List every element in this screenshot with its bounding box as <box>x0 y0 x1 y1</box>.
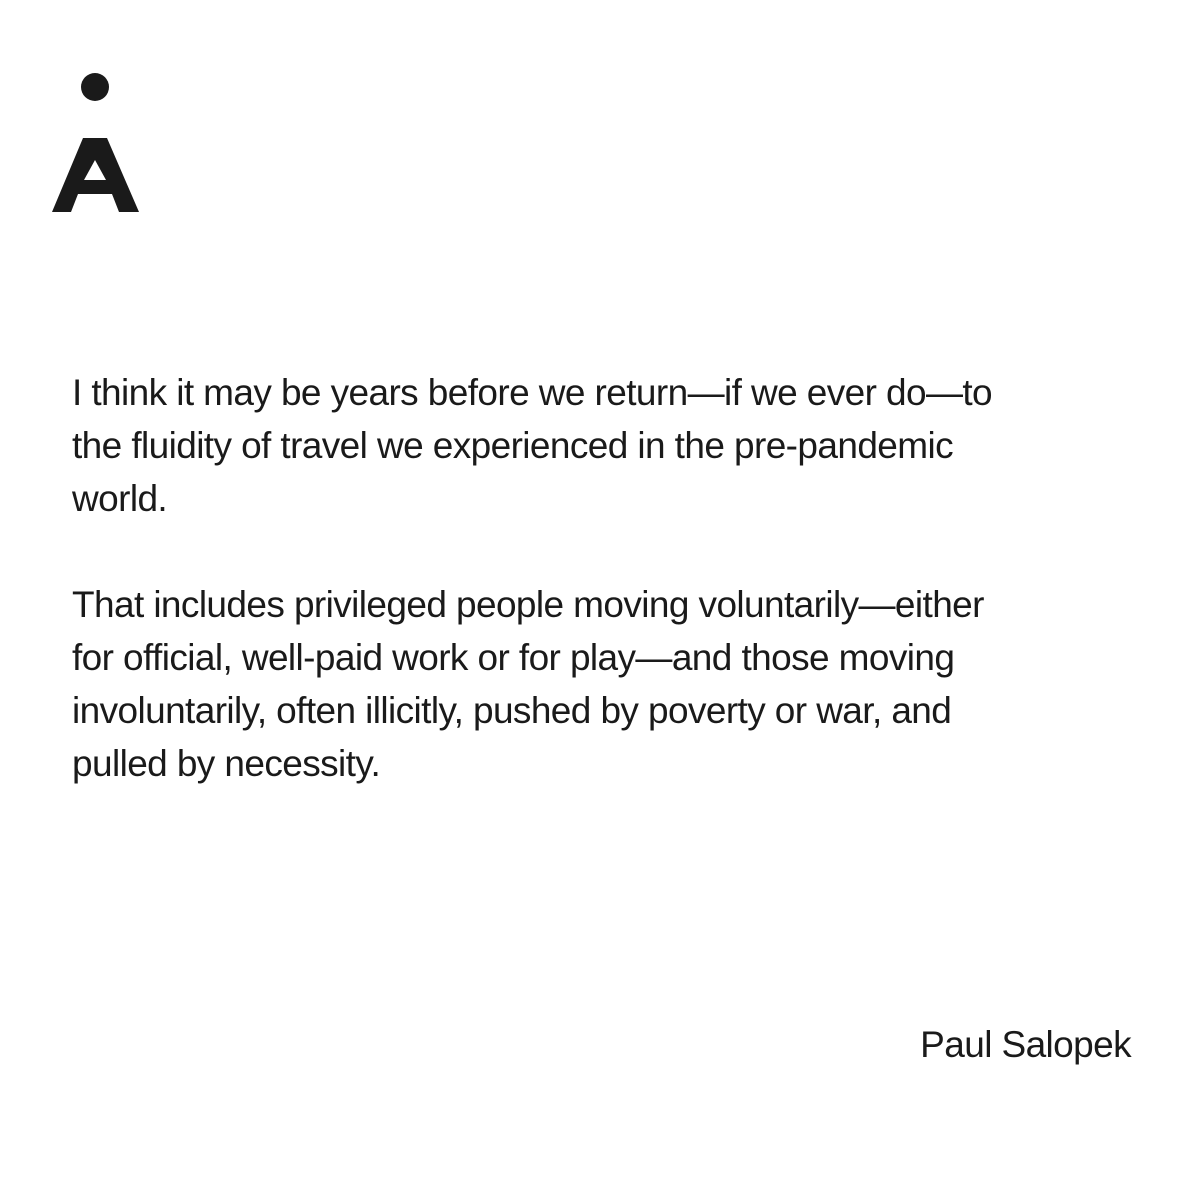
person-a-logo-icon <box>52 70 140 214</box>
logo-icon <box>52 70 140 214</box>
quote-line: That includes privileged people moving voluntarily—either <box>72 584 984 625</box>
quote-line: involuntarily, often illicitly, pushed by poverty or war, and <box>72 690 952 731</box>
author-name: Paul Salopek <box>920 1024 1131 1065</box>
quote-line: I think it may be years before we return—if we ever do—to <box>72 372 992 413</box>
quote-line: world. <box>72 478 168 519</box>
logo-dot <box>81 73 109 101</box>
quote-text <box>72 366 1132 843</box>
quote-paragraph-2 <box>72 578 1132 790</box>
quote-paragraph-1 <box>72 366 1132 525</box>
quote-line: for official, well-paid work or for play—and those moving <box>72 637 955 678</box>
quote-line: pulled by necessity. <box>72 743 381 784</box>
logo-letter-a <box>52 138 139 212</box>
quote-line: the fluidity of travel we experienced in the pre-pandemic <box>72 425 954 466</box>
